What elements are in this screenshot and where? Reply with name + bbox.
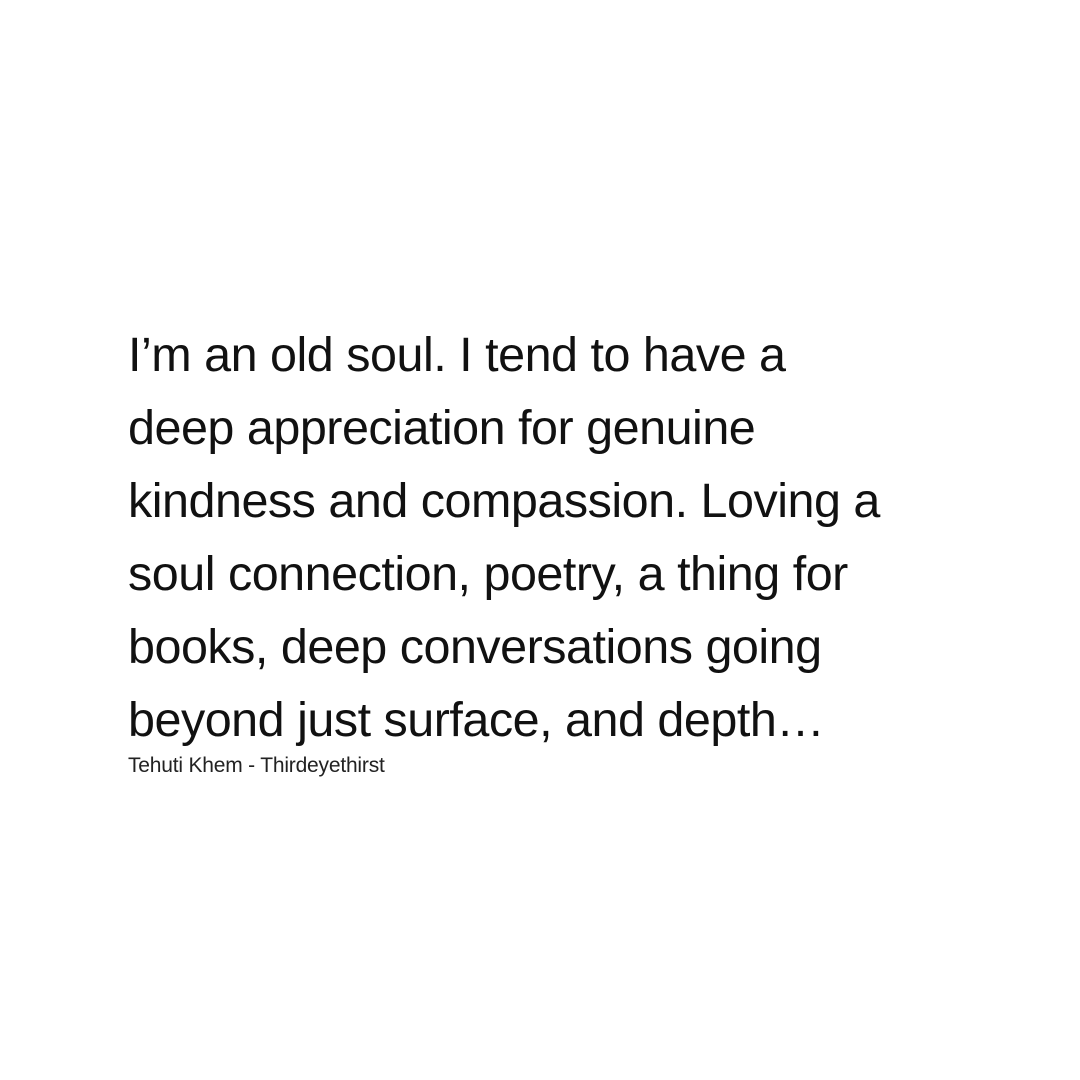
attribution: Tehuti Khem - Thirdeyethirst xyxy=(128,754,385,777)
quote-line-2: deep appreciation for genuine xyxy=(128,401,756,455)
quote-line-3: kindness and compassion. Loving a xyxy=(128,474,880,528)
quote-line-4: soul connection, poetry, a thing for xyxy=(128,547,848,601)
quote-line-6: beyond just surface, and depth… xyxy=(128,693,825,747)
quote-line-5: books, deep conversations going xyxy=(128,620,822,674)
quote-block xyxy=(128,319,968,779)
quote-line-1: I’m an old soul. I tend to have a xyxy=(128,328,786,382)
